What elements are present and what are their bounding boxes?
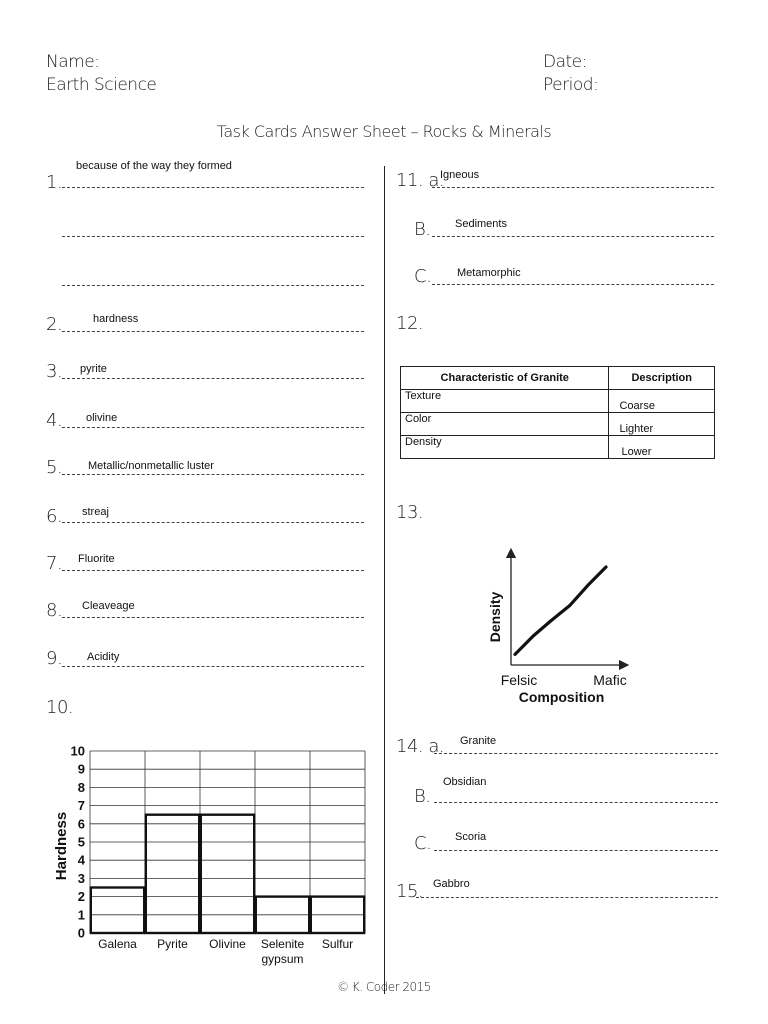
granite-table-header-cell: Characteristic of Granite	[401, 367, 609, 390]
y-tick-label: 7	[77, 798, 85, 814]
q6-number: 6.	[46, 506, 63, 527]
q8-line	[62, 617, 364, 618]
column-divider	[384, 166, 385, 994]
q14a-answer[interactable]: Granite	[460, 735, 497, 747]
y-tick-label: 3	[77, 870, 85, 886]
table-row	[401, 436, 715, 459]
y-tick-label: 9	[77, 761, 85, 777]
copyright-footer: © K. Coder 2015	[337, 980, 431, 994]
q1-number: 1.	[46, 172, 63, 193]
q13-number: 13.	[396, 502, 424, 523]
q14a-line	[434, 753, 718, 754]
q6-line	[62, 522, 364, 523]
q14c-number: C.	[414, 833, 432, 854]
y-tick-label: 1	[77, 907, 85, 923]
name-label: Name:	[46, 52, 100, 72]
y-tick-label: 2	[77, 889, 85, 905]
period-label: Period:	[543, 75, 599, 95]
granite-description[interactable]: Lower	[609, 436, 715, 459]
hardness-bar-chart	[40, 740, 380, 975]
y-tick-label: 4	[77, 852, 85, 868]
q14b-number: B.	[414, 786, 431, 807]
x-category-label: Pyrite	[157, 937, 188, 951]
date-label: Date:	[543, 52, 587, 72]
q14c-answer[interactable]: Scoria	[455, 831, 487, 843]
y-tick-label: 5	[77, 834, 85, 850]
q5-line	[62, 474, 364, 475]
q9-answer[interactable]: Acidity	[87, 651, 120, 663]
q9-number: 9.	[46, 648, 63, 669]
q3-answer[interactable]: pyrite	[80, 363, 107, 375]
q8-answer[interactable]: Cleaveage	[82, 600, 135, 612]
table-row	[401, 390, 715, 413]
x-category-label: Galena	[98, 937, 137, 951]
q2-line	[62, 331, 364, 332]
q4-number: 4.	[46, 410, 63, 431]
y-tick-label: 6	[77, 816, 85, 832]
q12-number: 12.	[396, 313, 424, 334]
q7-line	[62, 570, 364, 571]
q1-line-3	[62, 285, 364, 286]
x-category-label: Selenite	[260, 937, 305, 951]
q1-line-2	[62, 236, 364, 237]
q15-line	[416, 897, 718, 898]
bar-olivine	[201, 815, 254, 933]
q9-line	[62, 666, 364, 667]
q3-number: 3.	[46, 361, 63, 382]
y-tick-label: 8	[77, 779, 85, 795]
q10-number: 10.	[46, 697, 74, 718]
granite-table-header	[401, 367, 715, 390]
granite-description[interactable]: Lighter	[609, 413, 715, 436]
q6-answer[interactable]: streaj	[82, 506, 109, 518]
granite-characteristic: Color	[401, 413, 609, 436]
density-composition-graph	[480, 545, 640, 710]
q11a-answer[interactable]: Igneous	[440, 169, 480, 181]
q3-line	[62, 378, 364, 379]
q11a-line	[432, 187, 714, 188]
granite-characteristic: Texture	[401, 390, 609, 413]
x-category-label: gypsum	[261, 952, 304, 966]
q11a-number: 11. a.	[396, 170, 445, 191]
q14a-number: 14. a.	[396, 736, 445, 757]
q4-line	[62, 427, 364, 428]
q8-number: 8.	[46, 600, 63, 621]
q2-answer[interactable]: hardness	[93, 313, 139, 325]
y-axis-label: Density	[487, 591, 503, 643]
q11c-line	[432, 284, 714, 285]
subject-label: Earth Science	[46, 75, 157, 95]
q14c-line	[434, 850, 718, 851]
q11c-answer[interactable]: Metamorphic	[457, 267, 521, 279]
y-tick-label: 0	[77, 925, 85, 941]
q1-line-1	[62, 187, 364, 188]
density-curve	[515, 567, 606, 654]
q11b-line	[432, 236, 714, 237]
granite-table	[400, 366, 715, 459]
x-tick-label-felsic: Felsic	[500, 672, 538, 688]
q11b-number: B.	[414, 219, 431, 240]
q14b-line	[434, 802, 718, 803]
bar-pyrite	[146, 815, 199, 933]
x-axis-label: Composition	[518, 689, 605, 705]
q5-number: 5.	[46, 457, 63, 478]
y-tick-label: 10	[70, 743, 85, 759]
q5-answer[interactable]: Metallic/nonmetallic luster	[88, 460, 214, 472]
granite-table-header-cell: Description	[609, 367, 715, 390]
x-category-label: Olivine	[209, 937, 246, 951]
q11b-answer[interactable]: Sediments	[455, 218, 507, 230]
granite-description[interactable]: Coarse	[609, 390, 715, 413]
q15-number: 15.	[396, 881, 424, 902]
q15-answer[interactable]: Gabbro	[433, 878, 470, 890]
q7-answer[interactable]: Fluorite	[78, 553, 115, 565]
q14b-answer[interactable]: Obsidian	[443, 776, 487, 788]
granite-characteristic: Density	[401, 436, 609, 459]
q7-number: 7.	[46, 553, 63, 574]
x-category-label: Sulfur	[321, 937, 354, 951]
bar-galena	[91, 888, 144, 934]
page-title: Task Cards Answer Sheet – Rocks & Minerals	[216, 122, 552, 141]
q11c-number: C.	[414, 266, 432, 287]
y-axis-label: Hardness	[53, 811, 70, 881]
x-tick-label-mafic: Mafic	[593, 672, 627, 688]
q4-answer[interactable]: olivine	[86, 412, 118, 424]
q2-number: 2.	[46, 314, 63, 335]
table-row	[401, 413, 715, 436]
q1-answer[interactable]: because of the way they formed	[76, 160, 232, 172]
